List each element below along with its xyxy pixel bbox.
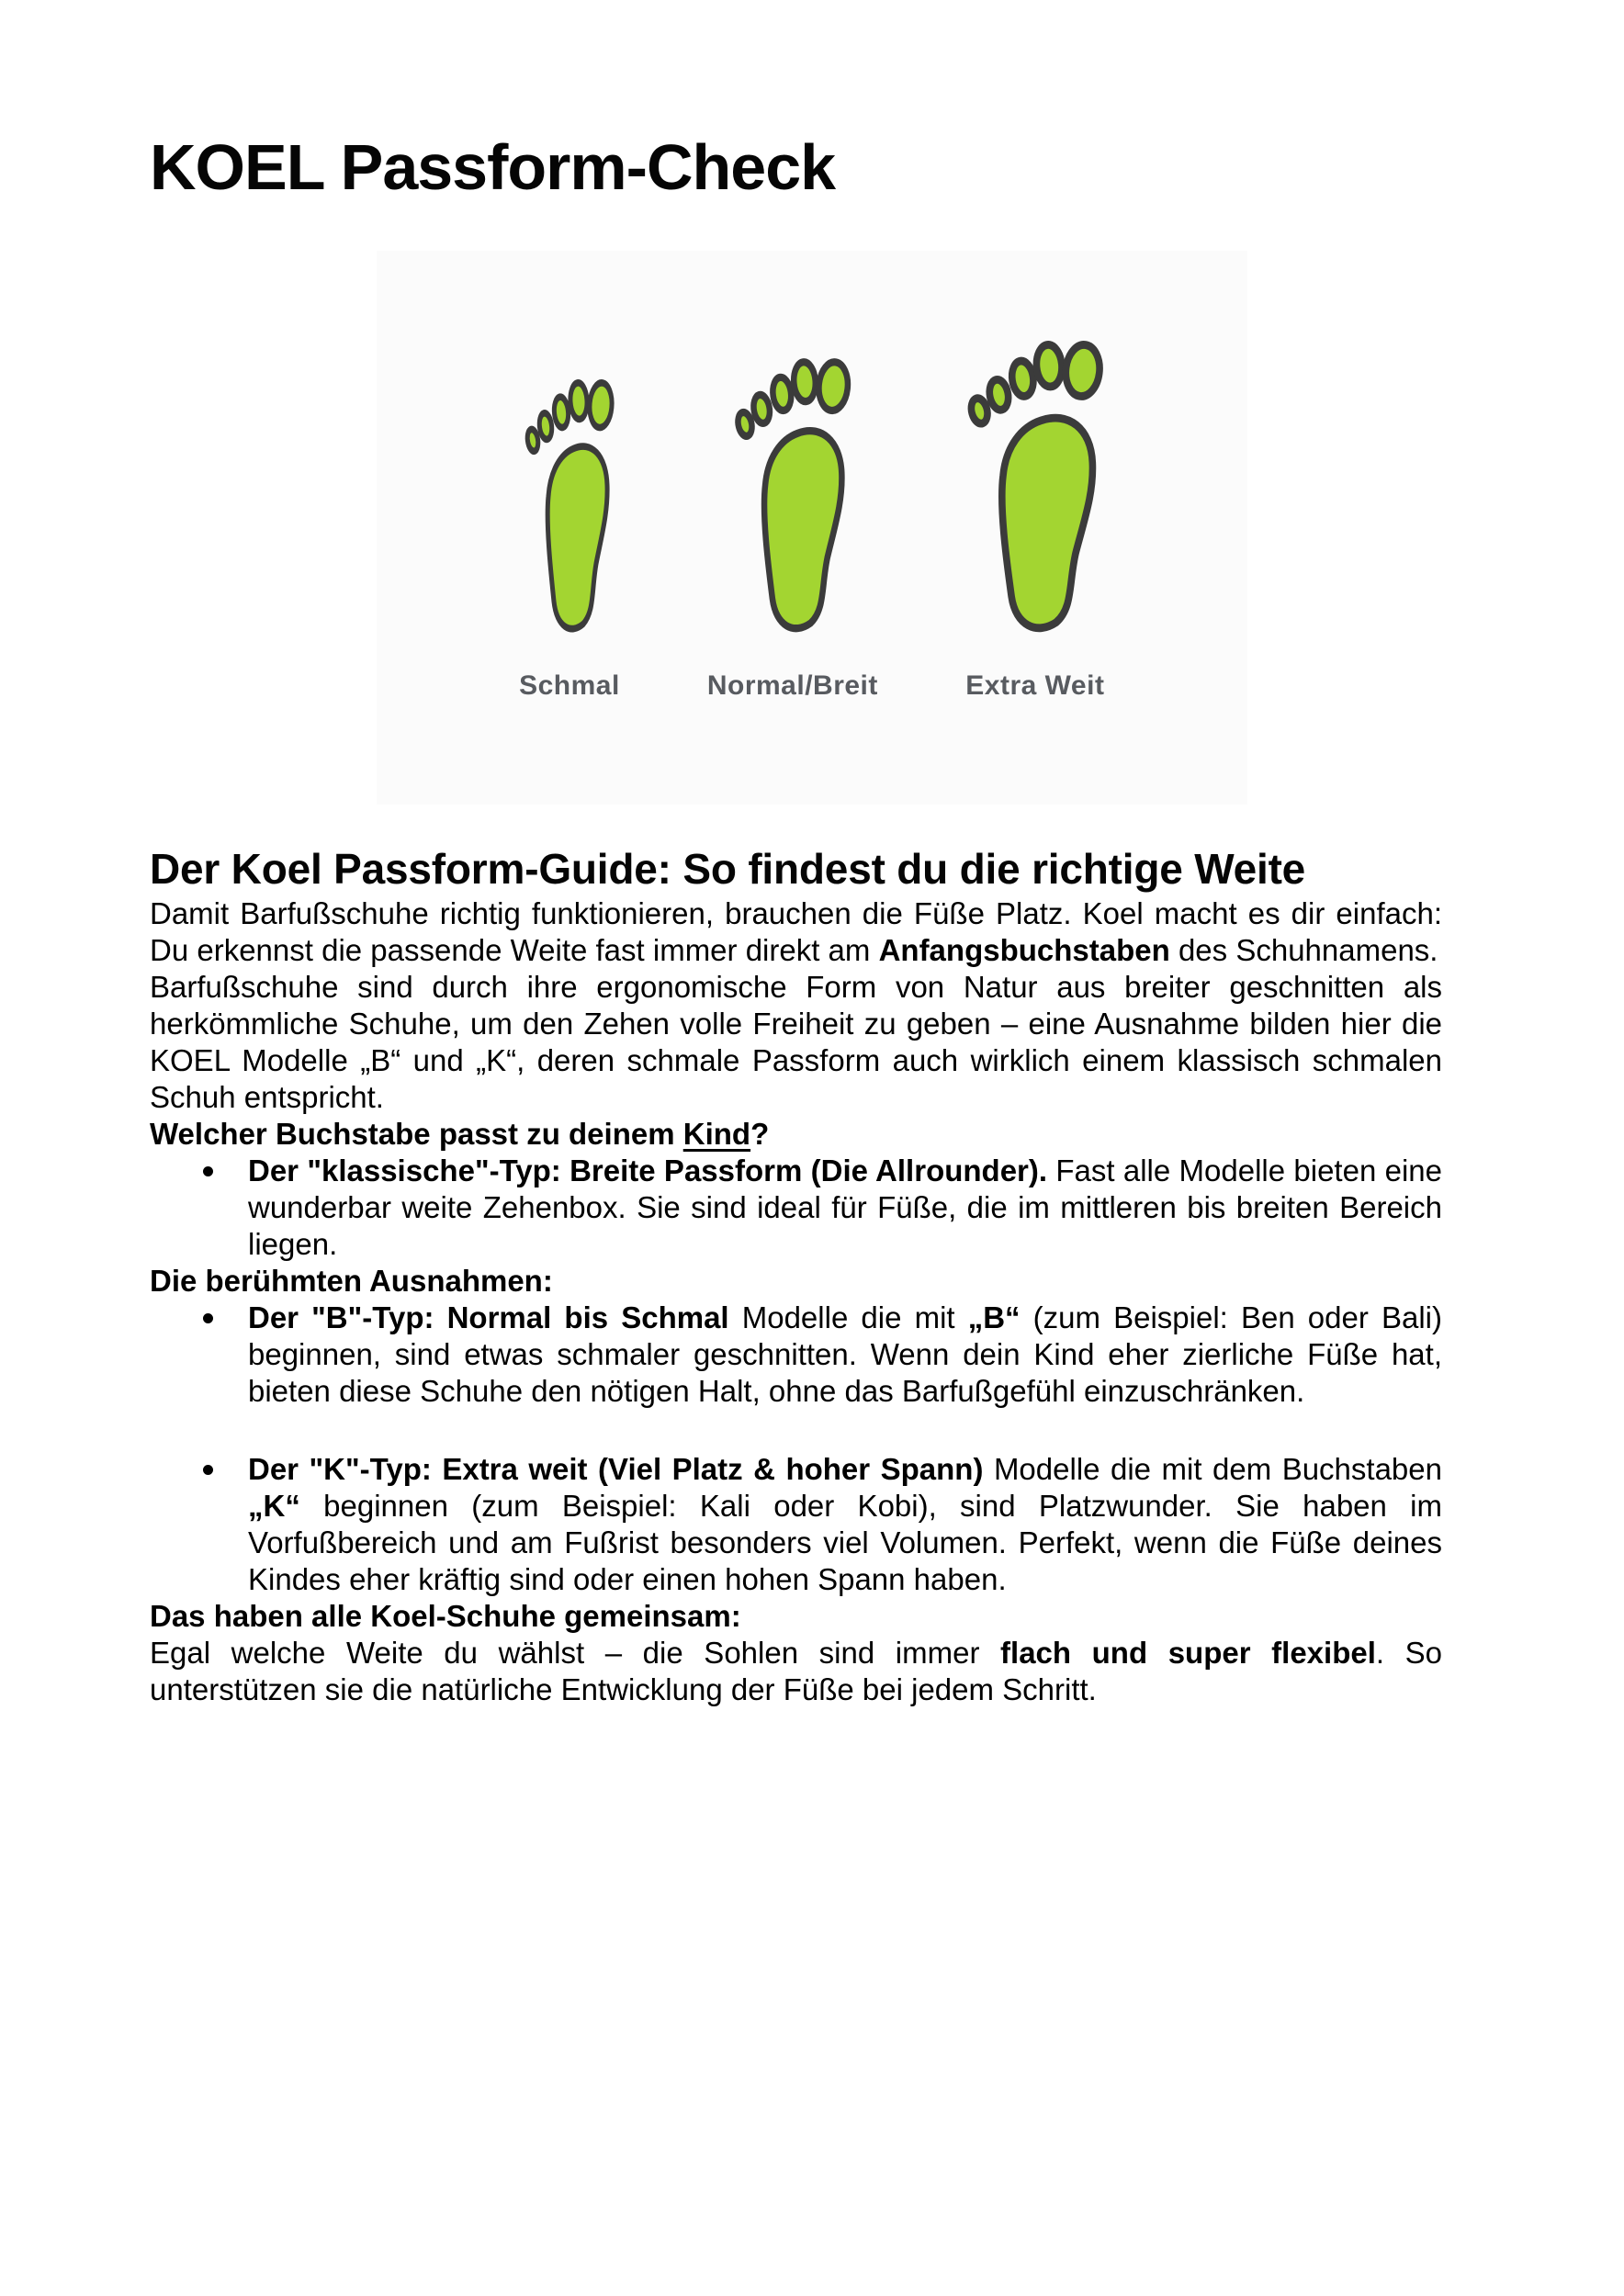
question-underlined-kind: Kind	[682, 1117, 751, 1151]
b-type-text-2: (zum Beispiel: Ben oder Bali) beginnen, sind etwas schmaler geschnitten. Wenn dein Kind eher zierliche Füße hat, bieten diese Schuhe den nötigen Halt, ohne das Barfußgefühl einzuschränken.	[248, 1300, 1442, 1408]
closing-bold-flexibel: flach und super flexibel	[1000, 1636, 1376, 1670]
extra-weit-footprint-icon	[965, 327, 1105, 634]
intro-bold-anfangsbuchstaben: Anfangsbuchstaben	[878, 933, 1170, 967]
exceptions-heading: Die berühmten Ausnahmen:	[150, 1264, 553, 1298]
intro-text-end: des Schuhnamens.	[1169, 933, 1438, 967]
question-heading	[150, 1116, 1442, 1153]
classic-type-lead: Der "klassische"-Typ: Breite Passform (Die Allrounder).	[248, 1154, 1048, 1187]
ergonomics-paragraph: Barfußschuhe sind durch ihre ergonomische Form von Natur aus breiter geschnitten als herkömmliche Schuhe, um den Zehen volle Freiheit zu geben – eine Ausnahme bilden hier die KOEL Modelle „B“ und „K“, deren schmale Passform auch wirklich einem klassisch schmalen Schuh entspricht.	[150, 970, 1442, 1114]
classic-type-item	[248, 1153, 1442, 1263]
foot-option-schmal	[519, 367, 620, 702]
page-title: KOEL Passform-Check	[150, 131, 836, 203]
schmal-footprint-icon	[524, 367, 615, 634]
exceptions-list	[150, 1300, 1442, 1598]
closing-paragraph	[150, 1635, 1442, 1708]
intro-text-start: Damit Barfußschuhe richtig funktionieren, brauchen die Füße Platz. Koel macht es dir einfach: Du erkennst die passende Weite fast immer direkt am	[150, 896, 1442, 967]
k-type-letter: „K“	[248, 1489, 300, 1523]
foot-label-schmal: Schmal	[519, 670, 620, 701]
foot-option-extra-weit	[965, 327, 1105, 702]
k-type-text-1: Modelle die mit dem Buchstaben	[983, 1452, 1442, 1486]
b-type-lead: Der "B"-Typ: Normal bis Schmal	[248, 1300, 729, 1334]
b-type-item	[248, 1300, 1442, 1410]
closing-text-end: . So unterstützen sie die natürliche Entwicklung der Füße bei jedem Schritt.	[150, 1636, 1443, 1706]
foot-width-illustration	[377, 251, 1247, 805]
b-type-text-1: Modelle die mit	[728, 1300, 968, 1334]
question-text-start: Welcher Buchstabe passt zu deinem	[150, 1117, 683, 1151]
k-type-lead: Der "K"-Typ: Extra weit (Viel Platz & hoher Spann)	[248, 1452, 984, 1486]
normal-breit-footprint-icon	[733, 345, 852, 634]
classic-type-body: Fast alle Modelle bieten eine wunderbar weite Zehenbox. Sie sind ideal für Füße, die im mittleren bis breiten Bereich liegen.	[248, 1154, 1442, 1261]
common-heading: Das haben alle Koel-Schuhe gemeinsam:	[150, 1599, 741, 1633]
foot-option-normal-breit	[707, 345, 878, 702]
k-type-text-2: beginnen (zum Beispiel: Kali oder Kobi), sind Platzwunder. Sie haben im Vorfußbereich und am Fußrist besonders viel Volumen. Perfekt, wenn die Füße deines Kindes eher kräftig sind oder einen hohen Spann haben.	[248, 1489, 1442, 1596]
foot-label-normal-breit: Normal/Breit	[706, 670, 878, 701]
foot-label-extra-weit: Extra Weit	[965, 670, 1105, 701]
closing-text-start: Egal welche Weite du wählst – die Sohlen sind immer	[150, 1636, 1001, 1670]
intro-paragraph	[150, 895, 1442, 969]
question-text-end: ?	[750, 1117, 770, 1151]
guide-heading: Der Koel Passform-Guide: So findest du die richtige Weite	[150, 845, 1306, 893]
b-type-letter: „B“	[967, 1300, 1021, 1334]
classic-type-list	[150, 1153, 1442, 1263]
k-type-item	[248, 1451, 1442, 1598]
